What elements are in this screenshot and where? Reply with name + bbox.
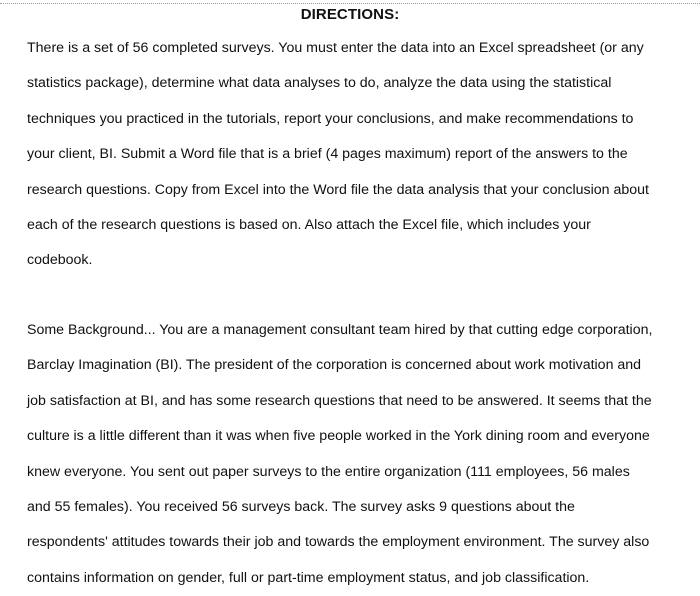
text-line: job satisfaction at BI, and has some research questions that need to be answered. It seems that the (27, 392, 652, 409)
text-line: and 55 females). You received 56 surveys back. The survey asks 9 questions about the (27, 499, 575, 516)
text-line: codebook. (27, 252, 93, 269)
text-line: each of the research questions is based on. Also attach the Excel file, which includes your (27, 217, 591, 234)
directions-paragraph (27, 31, 687, 279)
text-line: culture is a little different than it was when five people worked in the York dining room and everyone (27, 428, 650, 445)
text-line: statistics package), determine what data analyses to do, analyze the data using the statistical (27, 75, 612, 92)
text-line: Barclay Imagination (BI). The president of the corporation is concerned about work motivation and (27, 357, 642, 374)
text-line: There is a set of 56 completed surveys. You must enter the data into an Excel spreadsheet (or any (27, 40, 644, 56)
text-line: knew everyone. You sent out paper surveys to the entire organization (111 employees, 56 males (27, 463, 630, 480)
top-divider (0, 3, 700, 4)
text-line: respondents' attitudes towards their job and towards the employment environment. The survey also (27, 534, 650, 551)
directions-heading: DIRECTIONS: (300, 6, 400, 23)
text-line: Some Background... You are a management consultant team hired by that cutting edge corporation, (27, 322, 653, 338)
text-line: research questions. Copy from Excel into the Word file the data analysis that your conclusion about (27, 181, 649, 198)
text-line: techniques you practiced in the tutorials, report your conclusions, and make recommendations to (27, 110, 634, 127)
background-paragraph (27, 313, 687, 596)
text-line: contains information on gender, full or part-time employment status, and job classification. (27, 569, 590, 586)
text-line: your client, BI. Submit a Word file that is a brief (4 pages maximum) report of the answers to the (27, 146, 628, 163)
